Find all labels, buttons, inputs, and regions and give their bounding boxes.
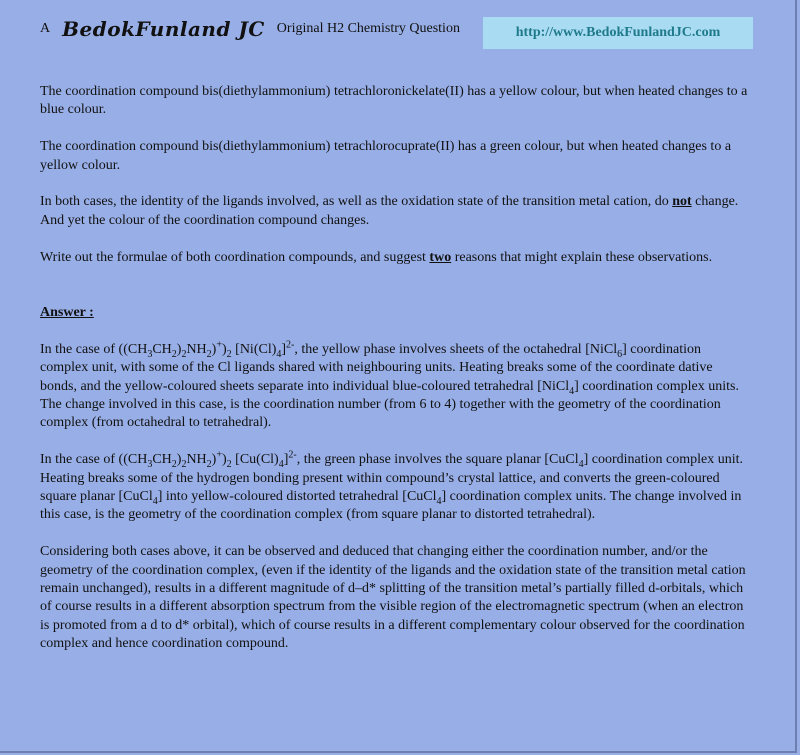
answer-paragraph-3: Considering both cases above, it can be observed and deduced that changing either the coordination number, and/or the geometry of the coordination complex, (even if the identity of the ligands and the oxidation state of the transition metal cation remain unchanged), results in a different magnitude of d–d* splitting of the transition metal’s partially filled d-orbitals, which of course results in a different absorption spectrum from the visible region of the electromagnetic spectrum (when an electron is promoted from a d to d* orbital), which of course results in a different complementary colour observed for the coordination complex and hence coordination compound. xyxy=(40,544,746,652)
copper-formula: $((CH_3CH_2)_2NH_2)^+)_2$ $[Cu(Cl)_4]^{2-}$ xyxy=(118,449,297,471)
answer-paragraph-1: In the case of $((CH_3CH_2)_2NH_2)^+)_2$ $[Ni(Cl)_4]^{2-}$, the yellow phase involves sheets of the octahedral [NiCl$_6$] coordination complex unit, with some of the Cl ligands shared with neighbouring units. Heating breaks some of the coordinate dative bonds, and the yellow-coloured sheets separate into individual blue-coloured tetrahedral [NiCl$_4$] coordination complex units. The change involved in this case, is the coordination number (from 6 to 4) together with the geometry of the coordination complex (from octahedral to tetrahedral). xyxy=(40,339,739,431)
emphasis-not: not xyxy=(672,194,692,210)
url-box xyxy=(483,17,753,49)
text-run: reasons that might explain these observations. xyxy=(451,249,713,265)
text-run: Write out the formulae of both coordination compounds, and suggest xyxy=(40,249,430,265)
nickel-formula: $((CH_3CH_2)_2NH_2)^+)_2$ $[Ni(Cl)_4]^{2-}$ xyxy=(118,339,295,360)
answer-title: Answer : xyxy=(40,305,94,321)
text-run: ] coordination complex units. The change involved in this case, is the coordination number (from 6 to 4) together with the geometry of the coordination complex (from octahedral to tetrahedral). xyxy=(40,378,739,431)
text-run: ] coordination complex unit. Heating breaks some of the hydrogen bonding present within compound’s crystal lattice, and converts the green-coloured square planar [CuCl xyxy=(40,452,744,505)
text-run: In the case of xyxy=(40,452,119,468)
site-logo: BedokFunland JC xyxy=(62,17,265,41)
header xyxy=(40,17,460,41)
site-url-link[interactable]: http://www.BedokFunlandJC.com xyxy=(515,25,721,40)
text-run: ] coordination complex unit, with some of the Cl ligands shared with neighbouring units. Heating breaks some of the coordinate dative bonds, and the yellow-coloured sheets separate into individual blue-coloured tetrahedral [NiCl xyxy=(40,341,713,394)
question-paragraph-2: The coordination compound bis(diethylammonium) tetrachlorocuprate(II) has a green colour, but when heated changes to a yellow colour. xyxy=(40,139,732,173)
header-subtitle: Original H2 Chemistry Question xyxy=(276,21,460,36)
question-paragraph-4 xyxy=(40,249,752,267)
text-run: In both cases, the identity of the ligands involved, as well as the oxidation state of the transition metal cation, do xyxy=(40,194,673,210)
question-paragraph-3 xyxy=(40,193,752,230)
answer-paragraph-2: In the case of $((CH_3CH_2)_2NH_2)^+)_2$ $[Cu(Cl)_4]^{2-}$, the green phase involves the square planar [CuCl$_4$] coordination complex unit. Heating breaks some of the hydrogen bonding present within compound’s crystal lattice, and converts the green-coloured square planar [CuCl$_4$] into yellow-coloured distorted tetrahedral [CuCl$_4$] coordination complex units. The change involved in this case, is the geometry of the coordination complex (from square planar to distorted tetrahedral). xyxy=(40,449,744,523)
content xyxy=(40,83,752,672)
text-run: , the yellow phase involves sheets of the octahedral [NiCl xyxy=(294,341,618,357)
question-paragraph-1: The coordination compound bis(diethylammonium) tetrachloronickelate(II) has a yellow colour, but when heated changes to a blue colour. xyxy=(40,84,748,118)
text-run: , the green phase involves the square planar [CuCl xyxy=(296,452,579,468)
emphasis-two: two xyxy=(429,249,452,265)
header-prefix: A xyxy=(40,21,51,36)
text-run: change. And yet the colour of the coordination compound changes. xyxy=(40,194,739,228)
text-run: ] into yellow-coloured distorted tetrahedral [CuCl xyxy=(157,489,437,505)
text-run: In the case of xyxy=(40,341,119,357)
text-run: ] coordination complex units. The change involved in this case, is the geometry of the coordination complex (from square planar to distorted tetrahedral). xyxy=(40,489,742,523)
